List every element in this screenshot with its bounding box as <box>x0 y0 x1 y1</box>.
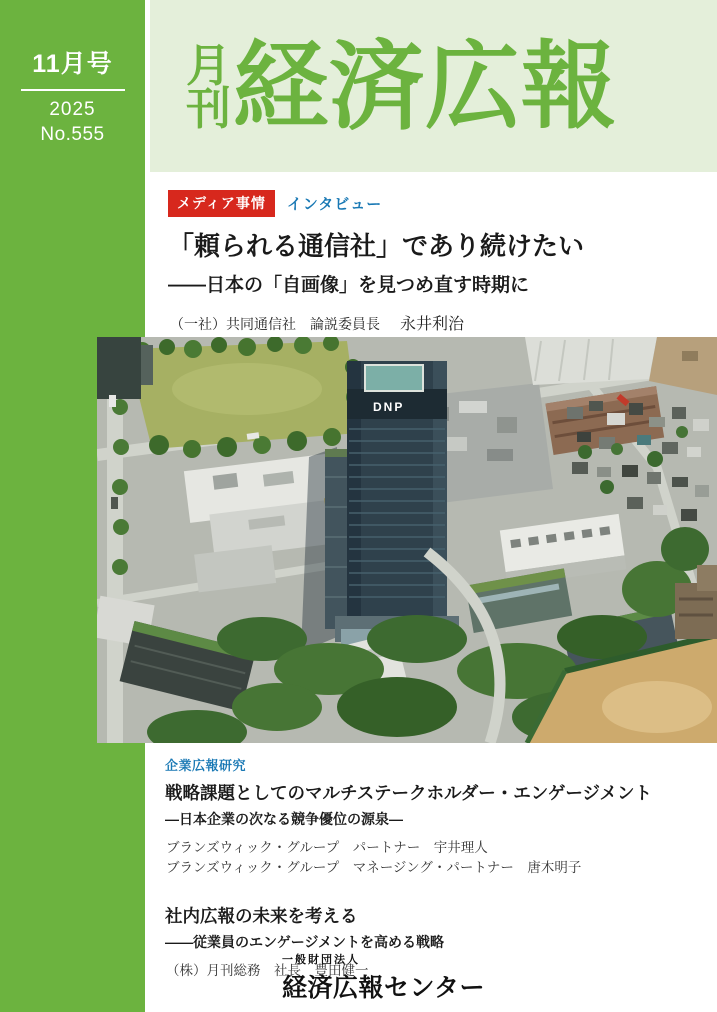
issue-year: 2025 <box>49 99 96 120</box>
article-subtitle: ——従業員のエンゲージメントを高める戦略 <box>165 934 445 951</box>
article-bylines <box>166 838 713 877</box>
masthead-prefix <box>186 40 232 134</box>
publisher-logo <box>282 951 485 1004</box>
magazine-title: 経済広報 <box>233 33 618 140</box>
article-item <box>165 755 713 877</box>
feature-kicker: インタビュー <box>286 195 383 213</box>
publisher-name: 経済広報センター <box>282 974 486 1002</box>
feature-subtitle: ——日本の「自画像」を見つめ直す時期に <box>168 275 530 296</box>
feature-byline <box>170 311 713 334</box>
cover-photo-art <box>97 337 717 743</box>
article-title: 社内広報の未来を考える <box>165 906 358 927</box>
article-byline-line: ブランズウィック・グループ パートナー 宇井理人 <box>166 840 488 855</box>
feature-byline-jobtitle: 論説委員長 <box>310 316 380 332</box>
category-badge: メディア事情 <box>168 190 275 217</box>
feature-byline-name: 永井利治 <box>400 316 465 333</box>
photo-park <box>127 337 364 458</box>
feature-head <box>168 190 713 216</box>
issue-month: 11月号 <box>32 50 113 78</box>
article-byline-line: （株）月刊総務 社長 豊田健一 <box>166 963 369 979</box>
issue-underline <box>21 89 125 91</box>
article-subtitle: —日本企業の次なる競争優位の源泉— <box>165 811 403 827</box>
feature-byline-affiliation: （一社）共同通信社 <box>170 316 296 332</box>
publisher-org-type: 一般財団法人 <box>282 954 360 966</box>
contents-list <box>165 755 713 981</box>
masthead <box>150 0 717 172</box>
masthead-prefix-bottom: 刊 <box>186 83 232 134</box>
issue-number: No.555 <box>40 124 105 145</box>
cover-photo <box>97 337 717 743</box>
article-category: 企業広報研究 <box>165 758 247 773</box>
masthead-prefix-top: 月 <box>186 40 232 92</box>
article-byline-line: ブランズウィック・グループ マネージング・パートナー 唐木明子 <box>166 859 582 875</box>
feature-block <box>168 190 713 334</box>
article-title: 戦略課題としてのマルチステークホルダー・エンゲージメント <box>165 783 653 803</box>
feature-title: 「頼られる通信社」であり続けたい <box>168 231 585 261</box>
tower-logo: DNP <box>373 400 405 414</box>
